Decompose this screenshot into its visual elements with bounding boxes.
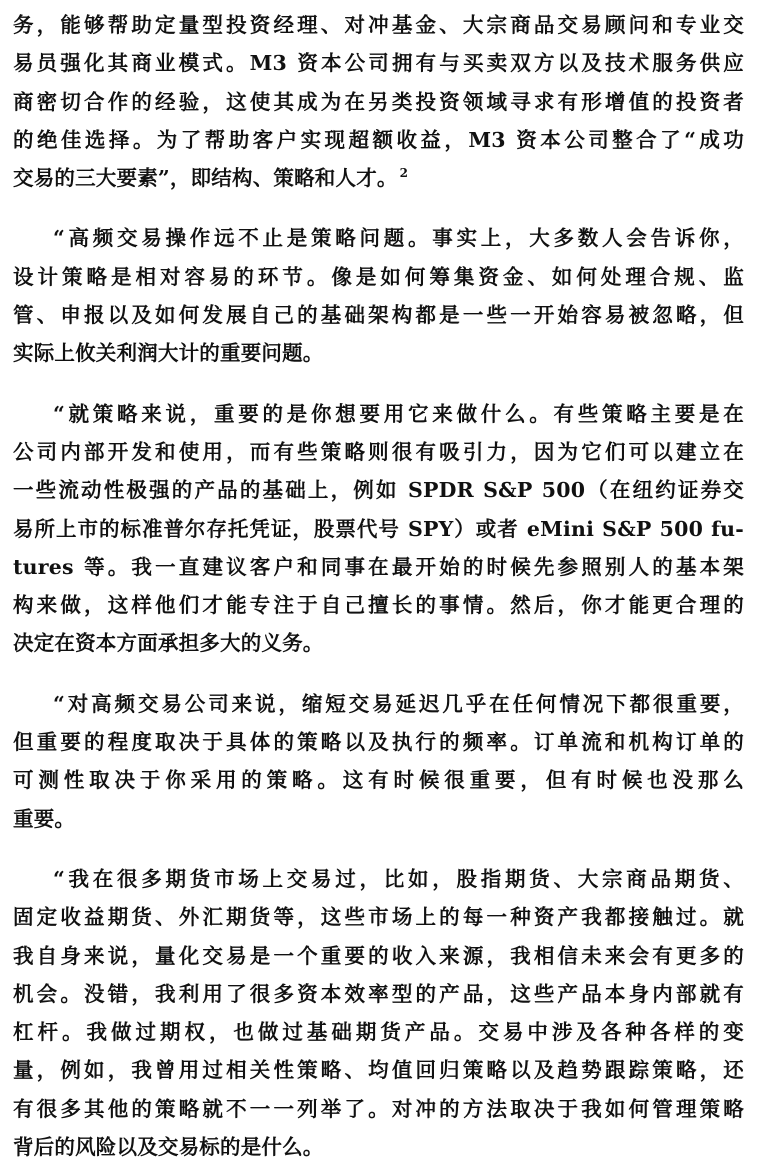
text-line: 我自身来说，量化交易是一个重要的收入来源，我相信未来会有更多的 [13,943,744,968]
text-line: 固定收益期货、外汇期货等，这些市场上的每一种资产我都接触过。就 [13,905,744,930]
text-line: 机会。没错，我利用了很多资本效率型的产品，这些产品本身内部就有 [13,981,744,1006]
text-line: 公司内部开发和使用，而有些策略则很有吸引力，因为它们可以建立在 [13,439,744,464]
paragraph-intro-continued [13,6,744,197]
text-line: “高频交易操作远不止是策略问题。事实上，大多数人会告诉你， [53,226,744,251]
text-line: “对高频交易公司来说，缩短交易延迟几乎在任何情况下都很重要， [53,691,744,716]
text-line-with-footnote [13,159,744,197]
text-line: 杠杆。我做过期权，也做过基础期货产品。交易中涉及各种各样的变 [13,1020,744,1045]
text-line: 易员强化其商业模式。M3 资本公司拥有与买卖双方以及技术服务供应 [13,51,744,76]
text-line: tures 等。我一直建议客户和同事在最开始的时候先参照别人的基本架 [13,554,744,579]
text-line: “我在很多期货市场上交易过，比如，股指期货、大宗商品期货、 [53,866,744,891]
paragraph-quote-futures [13,860,744,1166]
text-line: 构来做，这样他们才能专注于自己擅长的事情。然后，你才能更合理的 [13,593,744,618]
text-line: 务，能够帮助定量型投资经理、对冲基金、大宗商品交易顾问和专业交 [13,13,744,37]
text-line: 重要。 [13,806,76,831]
text-line: 可测性取决于你采用的策略。这有时候很重要，但有时候也没那么 [13,768,744,793]
text-line: 有很多其他的策略就不一一列举了。对冲的方法取决于我如何管理策略 [13,1096,744,1121]
text-line: 实际上攸关利润大计的重要问题。 [13,341,324,366]
text-line: 一些流动性极强的产品的基础上，例如 SPDR S&P 500（在纽约证券交 [13,478,744,503]
text-line: 商密切合作的经验，这使其成为在另类投资领域寻求有形增值的投资者 [13,89,744,114]
text-line: 量，例如，我曾用过相关性策略、均值回归策略以及趋势跟踪策略，还 [13,1058,744,1083]
text-line: 交易的三大要素”，即结构、策略和人才。 [13,166,398,191]
footnote-marker: 2 [399,166,409,181]
text-line: 的绝佳选择。为了帮助客户实现超额收益，M3 资本公司整合了“成功 [13,127,744,152]
text-line: 设计策略是相对容易的环节。像是如何筹集资金、如何处理合规、监 [13,264,744,289]
text-line: 决定在资本方面承担多大的义务。 [13,631,324,656]
paragraph-quote-strategy [13,395,744,663]
text-line: 但重要的程度取决于具体的策略以及执行的频率。订单流和机构订单的 [13,730,744,755]
text-line: “就策略来说，重要的是你想要用它来做什么。有些策略主要是在 [53,401,744,426]
text-line: 易所上市的标准普尔存托凭证，股票代号 SPY）或者 eMini S&P 500 fu- [13,516,744,541]
paragraph-quote-hft [13,219,744,372]
text-line: 管、申报以及如何发展自己的基础架构都是一些一开始容易被忽略，但 [13,303,744,328]
paragraph-quote-latency [13,685,744,838]
text-line: 背后的风险以及交易标的是什么。 [13,1135,324,1160]
